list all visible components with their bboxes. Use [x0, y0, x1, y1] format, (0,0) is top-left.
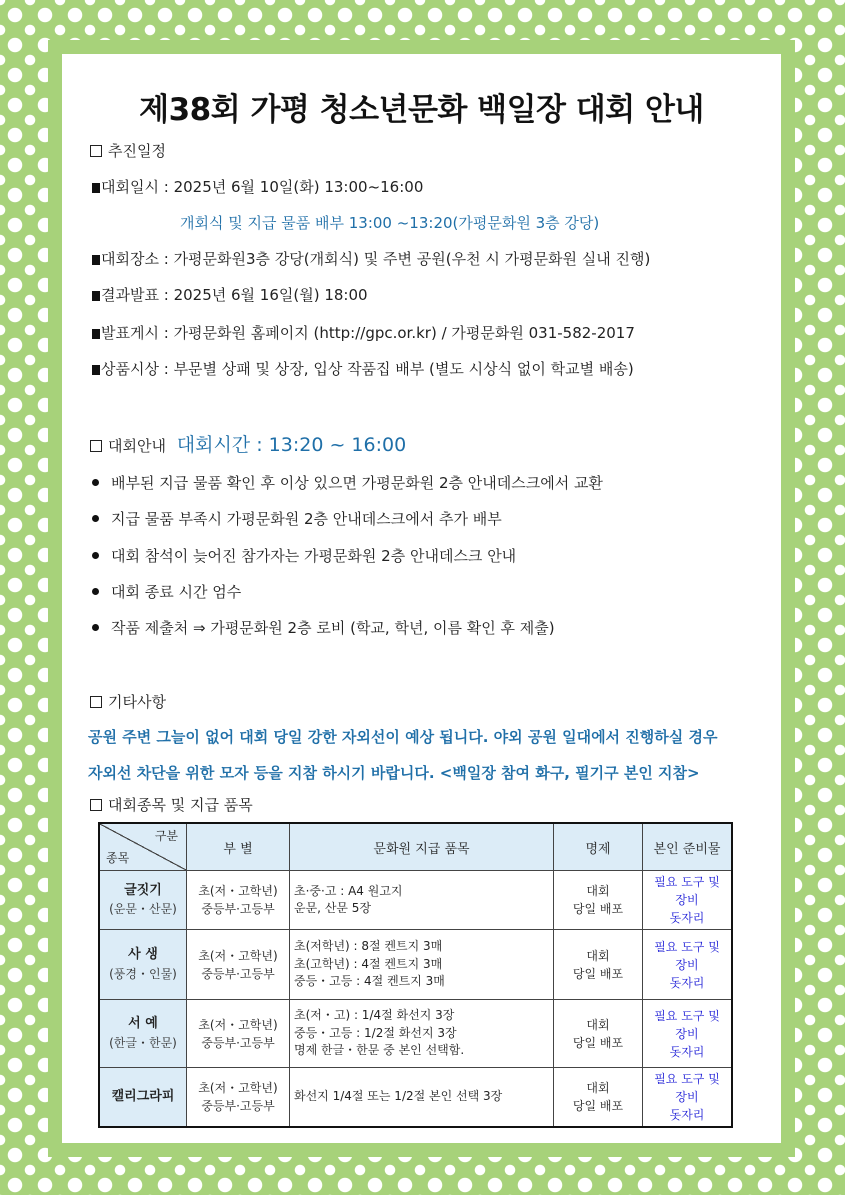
- division-cell: 초(저・고학년) 중등부·고등부: [187, 1068, 290, 1128]
- items-heading: 대회종목 및 지급 품목: [90, 794, 253, 815]
- guide-bullet: 지급 물품 부족시 가평문화원 2층 안내데스크에서 추가 배부: [92, 508, 502, 529]
- category-cell: 캘리그라피: [99, 1068, 187, 1128]
- table-row: [99, 871, 732, 930]
- guide-bullet: 대회 종료 시간 엄수: [92, 581, 241, 602]
- guide-bullet: 배부된 지급 물품 확인 후 이상 있으면 가평문화원 2층 안내데스크에서 교환: [92, 472, 603, 493]
- prep-cell: 필요 도구 및 장비 돗자리: [643, 1000, 733, 1068]
- square-bullet-icon: [92, 365, 100, 375]
- guide-bullet: 작품 제출처 ⇒ 가평문화원 2층 로비 (학교, 학년, 이름 확인 후 제출): [92, 617, 555, 638]
- division-cell: 초(저・고학년) 중등부·고등부: [187, 1000, 290, 1068]
- schedule-item-opening: 개회식 및 지급 물품 배부 13:00 ~13:20(가평문화원 3층 강당): [180, 214, 600, 232]
- sun-notice-line-2: 자외선 차단을 위한 모자 등을 지참 하시기 바랍니다. <백일장 참여 화구, 필기구 본인 지참>: [88, 764, 700, 782]
- sun-notice-line-1: 공원 주변 그늘이 없어 대회 당일 강한 자외선이 예상 됩니다. 야외 공원 일대에서 진행하실 경우: [88, 728, 718, 746]
- category-cell: 서 예 (한글・한문): [99, 1000, 187, 1068]
- checkbox-square-icon: [90, 440, 102, 452]
- schedule-item-result: 결과발표 : 2025년 6월 16일(월) 18:00: [92, 284, 368, 305]
- header-supplies: 문화원 지급 품목: [290, 823, 554, 871]
- contest-time-highlight: 대회시간 : 13:20 ~ 16:00: [176, 434, 407, 456]
- division-cell: 초(저・고학년) 중등부·고등부: [187, 930, 290, 1000]
- supplies-cell: 화선지 1/4절 또는 1/2절 본인 선택 3장: [290, 1068, 554, 1128]
- category-cell: 사 생 (풍경・인물): [99, 930, 187, 1000]
- guide-bullet: 대회 참석이 늦어진 참가자는 가평문화원 2층 안내데스크 안내: [92, 545, 516, 566]
- prep-cell: 필요 도구 및 장비 돗자리: [643, 1068, 733, 1128]
- notice-document: [62, 54, 781, 1143]
- table-header-row: [99, 823, 732, 871]
- checkbox-square-icon: [90, 799, 102, 811]
- prep-cell: 필요 도구 및 장비 돗자리: [643, 871, 733, 930]
- schedule-item-venue: 대회장소 : 가평문화원3층 강당(개회식) 및 주변 공원(우천 시 가평문화원 실내 진행): [92, 248, 650, 269]
- header-division: 부 별: [187, 823, 290, 871]
- table-row: [99, 1068, 732, 1128]
- square-bullet-icon: [92, 255, 100, 265]
- page-title: 제38회 가평 청소년문화 백일장 대회 안내: [139, 92, 704, 128]
- table-row: [99, 1000, 732, 1068]
- supplies-cell: 초(저학년) : 8절 켄트지 3매 초(고학년) : 4절 켄트지 3매 중등・고등 : 4절 켄트지 3매: [290, 930, 554, 1000]
- bullet-dot-icon: [92, 624, 99, 631]
- other-heading: 기타사항: [90, 691, 166, 712]
- schedule-item-posting: 발표게시 : 가평문화원 홈페이지 (http://gpc.or.kr) / 가평문화원 031-582-2017: [92, 322, 635, 343]
- name-tag-cell: 대회 당일 배포: [554, 930, 643, 1000]
- supplies-cell: 초(저・고) : 1/4절 화선지 3장 중등・고등 : 1/2절 화선지 3장 명제 한글・한문 중 본인 선택함.: [290, 1000, 554, 1068]
- name-tag-cell: 대회 당일 배포: [554, 1068, 643, 1128]
- category-cell: 글짓기 (운문・산문): [99, 871, 187, 930]
- checkbox-square-icon: [90, 696, 102, 708]
- schedule-item-award: 상품시상 : 부문별 상패 및 상장, 입상 작품집 배부 (별도 시상식 없이 학교별 배송): [92, 358, 634, 379]
- bullet-dot-icon: [92, 588, 99, 595]
- bullet-dot-icon: [92, 515, 99, 522]
- header-prep: 본인 준비물: [643, 823, 733, 871]
- checkbox-square-icon: [90, 145, 102, 157]
- square-bullet-icon: [92, 183, 100, 193]
- supplies-cell: 초·중·고 : A4 원고지 운문, 산문 5장: [290, 871, 554, 930]
- prep-cell: 필요 도구 및 장비 돗자리: [643, 930, 733, 1000]
- page-frame: [48, 40, 795, 1157]
- header-name-tag: 명제: [554, 823, 643, 871]
- square-bullet-icon: [92, 329, 100, 339]
- division-cell: 초(저・고학년) 중등부·고등부: [187, 871, 290, 930]
- diagonal-header-cell: 구분 종목: [99, 823, 187, 871]
- name-tag-cell: 대회 당일 배포: [554, 871, 643, 930]
- items-table: [98, 822, 733, 1128]
- square-bullet-icon: [92, 291, 100, 301]
- guide-heading: 대회안내 대회시간 : 13:20 ~ 16:00: [90, 430, 406, 457]
- table-row: [99, 930, 732, 1000]
- bullet-dot-icon: [92, 552, 99, 559]
- name-tag-cell: 대회 당일 배포: [554, 1000, 643, 1068]
- schedule-heading: 추진일정: [90, 140, 166, 161]
- schedule-item-date: 대회일시 : 2025년 6월 10일(화) 13:00~16:00: [92, 176, 423, 197]
- bullet-dot-icon: [92, 479, 99, 486]
